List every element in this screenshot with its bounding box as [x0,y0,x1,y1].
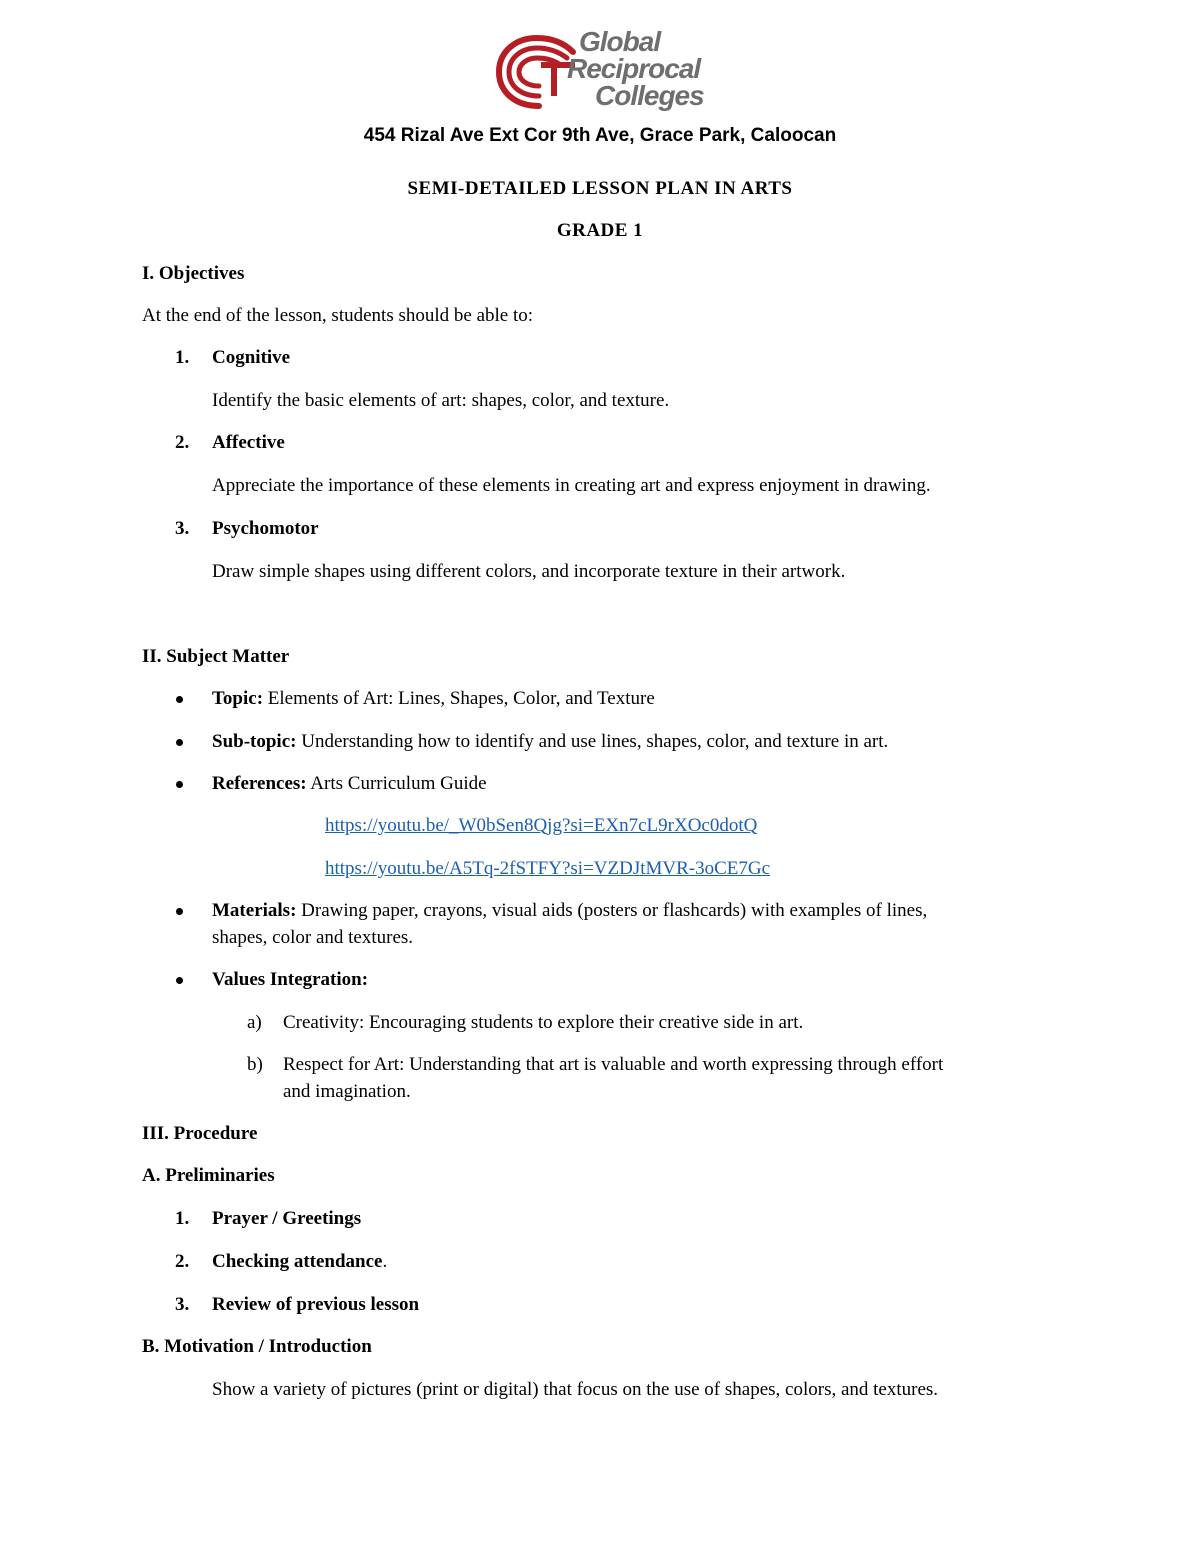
materials-line [212,900,927,922]
bullet-icon [176,977,183,984]
preliminary-prayer: Prayer / Greetings [212,1208,362,1229]
references-label: References: [212,773,307,794]
motivation-text: Show a variety of pictures (print or digital) that focus on the use of shapes, colors, and textures. [212,1379,939,1400]
subtopic-value: Understanding how to identify and use lines, shapes, color, and texture in art. [301,731,889,752]
college-logo [495,28,710,114]
preliminaries-heading: A. Preliminaries [142,1165,275,1186]
motivation-heading: B. Motivation / Introduction [142,1336,372,1357]
bullet-icon [176,696,183,703]
references-line [212,773,487,795]
objective-number: 2. [175,432,190,453]
objective-number: 1. [175,347,190,368]
subtopic-line [212,731,888,753]
value-marker: a) [247,1012,262,1033]
objective-label-psychomotor: Psychomotor [212,518,319,539]
objective-label-cognitive: Cognitive [212,347,291,368]
objectives-heading: I. Objectives [142,263,245,284]
objective-text-psychomotor: Draw simple shapes using different colors, and incorporate texture in their artwork. [212,561,846,582]
logo-text-reciprocal: Reciprocal [567,53,701,84]
grade-heading: GRADE 1 [556,220,644,241]
bullet-icon [176,739,183,746]
topic-line [212,688,655,710]
objective-text-cognitive: Identify the basic elements of art: shapes, color, and texture. [212,390,670,411]
reference-link-1[interactable]: https://youtu.be/_W0bSen8Qjg?si=EXn7cL9rXOc0dotQ [325,815,758,836]
materials-value: Drawing paper, crayons, visual aids (posters or flashcards) with examples of lines, [301,900,928,921]
preliminary-attendance-line [212,1251,387,1273]
subtopic-label: Sub-topic: [212,731,297,752]
references-value: Arts Curriculum Guide [310,773,487,794]
values-integration-label: Values Integration: [212,969,369,990]
address: 454 Rizal Ave Ext Cor 9th Ave, Grace Park, Caloocan [363,125,837,146]
reference-link-2[interactable]: https://youtu.be/A5Tq-2fSTFY?si=VZDJtMVR-3oCE7Gc [325,858,771,879]
topic-value: Elements of Art: Lines, Shapes, Color, and Texture [267,688,655,709]
preliminary-number: 1. [175,1208,190,1229]
objectives-intro: At the end of the lesson, students should be able to: [142,305,534,326]
subject-matter-heading: II. Subject Matter [142,646,290,667]
page-title: SEMI-DETAILED LESSON PLAN IN ARTS [407,178,793,199]
preliminary-review: Review of previous lesson [212,1294,420,1315]
preliminary-number: 3. [175,1294,190,1315]
procedure-heading: III. Procedure [142,1123,258,1144]
logo-text-colleges: Colleges [595,80,704,111]
logo-text-global: Global [579,26,661,57]
objective-text-affective: Appreciate the importance of these elements in creating art and express enjoyment in drawing. [212,475,931,496]
value-text-respect-continuation: and imagination. [283,1081,411,1102]
topic-label: Topic: [212,688,264,709]
value-text-respect: Respect for Art: Understanding that art is valuable and worth expressing through effort [283,1054,944,1075]
bullet-icon [176,781,183,788]
value-text-creativity: Creativity: Encouraging students to explore their creative side in art. [283,1012,804,1033]
materials-continuation: shapes, color and textures. [212,927,414,948]
preliminary-number: 2. [175,1251,190,1272]
objective-number: 3. [175,518,190,539]
objective-label-affective: Affective [212,432,285,453]
value-marker: b) [247,1054,263,1075]
materials-label: Materials: [212,900,297,921]
bullet-icon [176,908,183,915]
preliminary-attendance: Checking attendance [212,1251,383,1272]
preliminary-attendance-period: . [382,1251,388,1272]
